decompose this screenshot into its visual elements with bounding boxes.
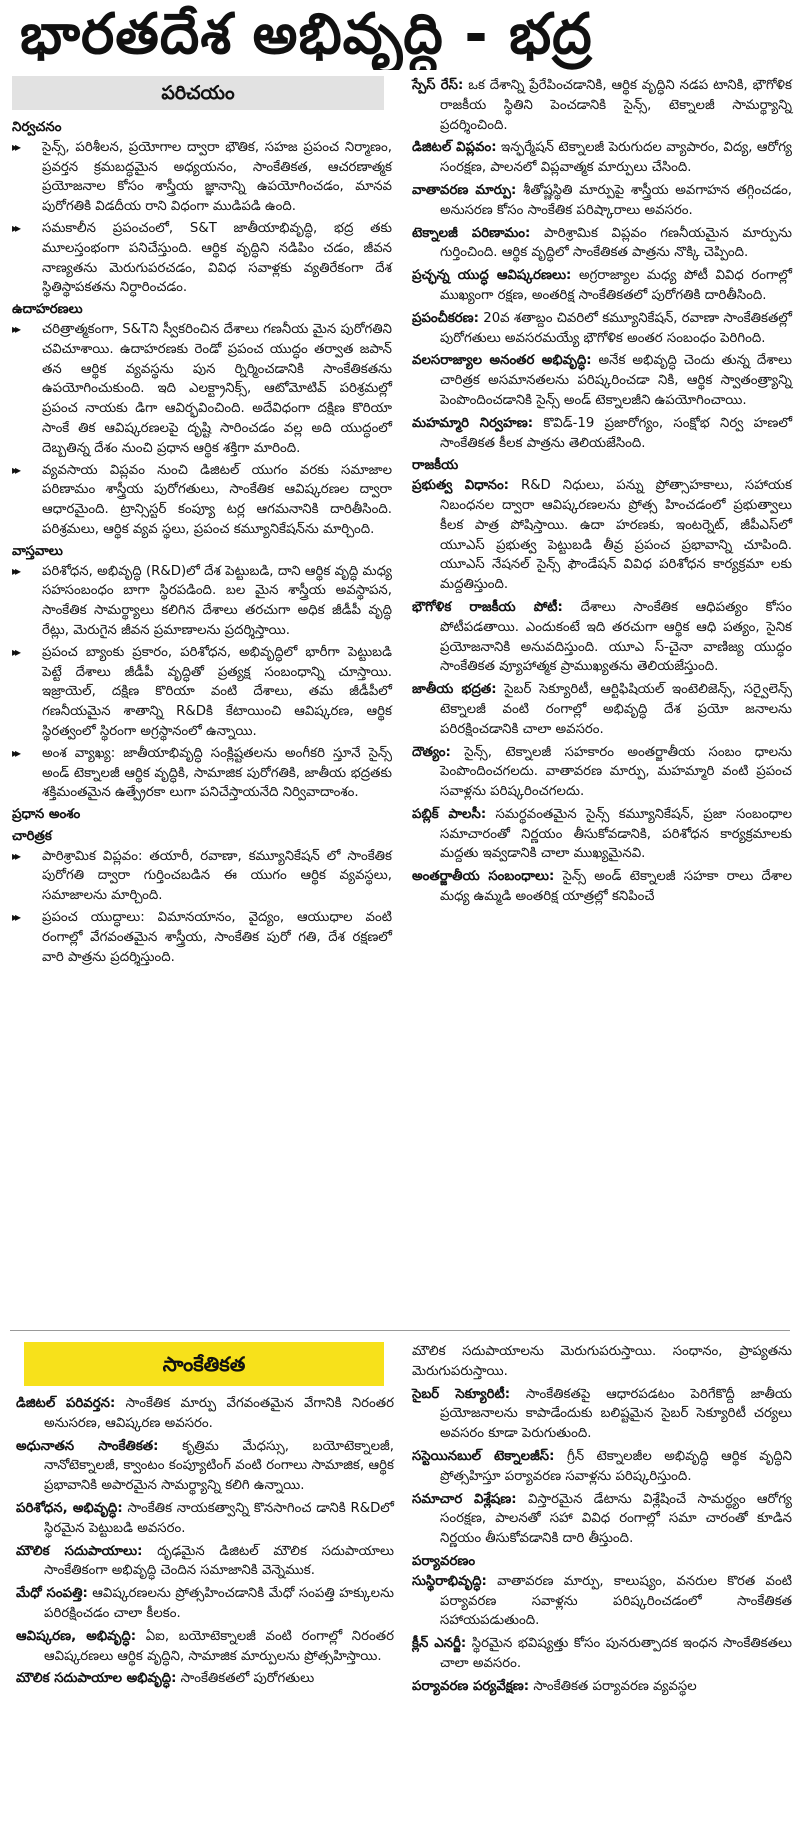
left-column	[12, 76, 392, 969]
item-term: ప్రపంచీకరణ:	[412, 310, 479, 326]
item-term: స్పేస్ రేస్:	[412, 78, 464, 93]
item-text: వాతావరణ మార్పు, కాలుష్యం, వనరుల కొరత వంటి పర్యావరణ సవాళ్లను పరిష్కరించడంలో సాంకేతికత సహాయపడుతుంది.	[440, 1573, 792, 1629]
section-divider	[10, 1330, 790, 1331]
facts-bullet: ▸▸ అంశ వ్యాఖ్య: జాతీయాభివృద్ధి సంక్లిష్టతలను అంగీకరి స్తూనే సైన్స్ అండ్ టెక్నాలజీ ఆర్థిక వృద్ధికి, సామాజిక పురోగతికి, జాతీయ భద్రతకు శక్తిమంతమైన ఉత్ప్రేరకా లుగా పనిచేస్తాయనేది నిర్వివాదాంశం.	[12, 744, 392, 803]
history-bullet: ▸▸ ప్రపంచ యుద్ధాలు: విమానయానం, వైద్యం, ఆయుధాల వంటి రంగాల్లో వేగవంతమైన శాస్త్రీయ, సాంకేతిక పురో గతి, దేశ రక్షణలో వారి పాత్రను ప్రదర్శిస్తుంది.	[12, 908, 392, 967]
tech-item	[16, 1627, 394, 1667]
tech-left-column	[16, 1342, 394, 1692]
tech-continued-text: మౌలిక సదుపాయాలను మెరుగుపరుస్తాయి. సంధానం, ప్రాప్యతను మెరుగుపరుస్తాయి.	[412, 1344, 792, 1379]
environment-item	[412, 1634, 792, 1674]
item-text: ఆవిష్కరణలను ప్రోత్సహించడానికి మేధో సంపత్తి హక్కులను పరిరక్షించడం చాలా కీలకం.	[44, 1586, 395, 1621]
item-text: సాంకేతిక నాయకత్వాన్ని కొనసాగించ డానికి R&Dలో స్థిరమైన పెట్టుబడి అవసరం.	[44, 1500, 394, 1536]
item-term: సస్టెయినబుల్ టెక్నాలజీస్:	[412, 1448, 555, 1464]
history-item	[412, 414, 792, 454]
item-term: ప్రచ్ఛన్న యుద్ధ ఆవిష్కరణలు:	[412, 268, 572, 284]
intro-title-box: పరిచయం	[12, 76, 384, 110]
item-text: ఏఐ, బయోటెక్నాలజీ వంటి రంగాల్లో నిరంతర ఆవిష్కరణలు ఆర్థిక వృద్ధిని, సామాజిక మార్పులను ప్రోత్సహిస్తాయి.	[44, 1628, 394, 1664]
item-term: జాతీయ భద్రత:	[412, 682, 497, 698]
tech-item	[412, 1490, 792, 1549]
history-item	[412, 351, 792, 410]
item-text: సైన్స్, టెక్నాలజీ సహకారం అంతర్జాతీయ సంబం ధాలను పెంపొందించగలదు. వాతావరణ మార్పు, మహమ్మారి వంటి ప్రపంచ సవాళ్లను పరిష్కరించగలదు.	[440, 744, 792, 800]
item-term: దౌత్యం:	[412, 744, 451, 760]
facts-heading: వాస్తవాలు	[12, 543, 63, 559]
item-text: అనేక అభివృద్ధి చెందు తున్న దేశాలు చారిత్రక అసమానతలను పరిష్కరించడా నికి, ఆర్థిక స్వాతంత్ర్యాన్ని పెంపొందించడానికి సైన్స్ అండ్ టెక్నాలజీని ఉపయోగించాయి.	[440, 353, 792, 408]
environment-heading: పర్యావరణం	[412, 1553, 476, 1569]
facts-bullet: ▸▸ ప్రపంచ బ్యాంకు ప్రకారం, పరిశోధన, అభివృద్ధిలో భారీగా పెట్టుబడి పెట్టే దేశాలు జీడీపీ వృద్ధితో ప్రత్యక్ష సంబంధాన్ని చూస్తాయి. ఇజ్రాయెల్, దక్షిణ కొరియా వంటి దేశాలు, తమ జీడీపీలో గణనీయమైన శాతాన్ని R&Dకి కేటాయించి ఆవిష్కరణ, ఆర్థిక స్థిరత్వంలో స్థిరంగా అగ్రస్థానంలో ఉన్నాయి.	[12, 643, 392, 742]
tech-title-box: సాంకేతికత	[24, 1342, 384, 1386]
history-item	[412, 309, 792, 349]
history-item	[412, 224, 792, 264]
item-text: పారిశ్రామిక విప్లవం గణనీయమైన మార్పును గుర్తించింది. ఆర్థిక వృద్ధిలో సాంకేతికత పాత్రను నొక్కి చెప్పింది.	[440, 225, 792, 261]
item-term: డిజిటల్ విప్లవం:	[412, 140, 497, 156]
item-text: ఒక దేశాన్ని ప్రేరేపించడానికి, ఆర్థిక వృద్ధిని నడప టానికి, భౌగోళిక రాజకీయ స్థితిని పెంచడానికి సైన్స్, టెక్నాలజీ సామర్థ్యాన్ని ప్రదర్శించింది.	[440, 78, 792, 133]
item-term: సమాచార విశ్లేషణ:	[412, 1491, 517, 1507]
item-term: వాతావరణ మార్పు:	[412, 182, 517, 198]
item-term: మౌలిక సదుపాయాలు:	[16, 1543, 143, 1559]
politics-item	[412, 476, 792, 595]
tech-item	[16, 1499, 394, 1539]
tech-item	[16, 1394, 394, 1434]
item-term: మేధో సంపత్తి:	[16, 1586, 88, 1602]
environment-item	[412, 1572, 792, 1631]
item-text: గ్రీన్ టెక్నాలజీల అభివృద్ధి ఆర్థిక వృద్ధిని ప్రోత్సహిస్తూ పర్యావరణ సవాళ్లను పరిష్కరిస్తుంది.	[440, 1448, 792, 1484]
item-term: పబ్లిక్ పాలసీ:	[412, 806, 487, 822]
item-term: వలసరాజ్యాల అనంతర అభివృద్ధి:	[412, 353, 592, 369]
item-text: సాంకేతికతపై ఆధారపడటం పెరిగేకొద్దీ జాతీయ ప్రయోజనాలను కాపాడేందుకు బలిష్టమైన సైబర్ సెక్యూరిటీ చర్యలు అవసరం కూడా పెరుగుతుంది.	[440, 1386, 792, 1442]
history-heading: చారిత్రక	[12, 828, 52, 844]
item-term: మహమ్మారి నిర్వహణ:	[412, 415, 534, 431]
item-text: సాంకేతికత పర్యావరణ వ్యవస్థల	[533, 1678, 697, 1694]
politics-item	[412, 598, 792, 677]
top-section	[0, 76, 800, 1326]
item-term: సుస్థిరాభివృద్ధి:	[412, 1573, 487, 1589]
item-term: మౌలిక సదుపాయాల అభివృద్ధి:	[16, 1671, 177, 1687]
item-text: సైన్స్ అండ్ టెక్నాలజీ సహకా రాలు దేశాల మధ్య ఉమ్మడి అంతరిక్ష యాత్రల్లో కనిపించే	[440, 869, 792, 905]
history-bullet: ▸▸ పారిశ్రామిక విప్లవం: తయారీ, రవాణా, కమ్యూనికేషన్ లో సాంకేతిక పురోగతి ద్వారా గుర్తించబడిన ఈ యుగం ఆర్థిక వ్యవస్థలు, సమాజాలను మార్చింది.	[12, 847, 392, 906]
item-term: ఆవిష్కరణ, అభివృద్ధి:	[16, 1628, 137, 1644]
item-text: సైబర్ సెక్యూరిటీ, ఆర్టిఫిషియల్ ఇంటెలిజెన్స్, సర్వైలెన్స్ టెక్నాలజీ వంటి రంగాల్లో అభివృద్ధి దేశ ప్రయో జనాలను పరిరక్షించడానికి చాలా అవసరం.	[440, 682, 792, 737]
history-item	[412, 138, 792, 178]
item-term: భౌగోళిక రాజకీయ పోటీ:	[412, 599, 563, 615]
tech-item	[412, 1385, 792, 1444]
page-headline: భారతదేశ అభివృద్ధి - భద్ర	[20, 2, 593, 67]
tech-item	[16, 1437, 394, 1496]
item-term: పర్యావరణ పర్యవేక్షణ:	[412, 1678, 530, 1694]
history-item	[412, 181, 792, 221]
item-text: సాంకేతికతలో పురోగతులు	[180, 1671, 315, 1687]
definition-heading: నిర్వచనం	[12, 120, 62, 135]
definition-bullet: ▸▸ సమకాలీన ప్రపంచంలో, S&T జాతీయాభివృద్ధి, భద్ర తకు మూలస్తంభంగా పనిచేస్తుంది. ఆర్థిక వృద్ధిని నడిపిం చడం, జీవన నాణ్యతను మెరుగుపరచడం, వివిధ సవాళ్లకు వ్యతిరేకంగా దేశ స్థితిస్థాపకతను నిర్ధారించడం.	[12, 219, 392, 298]
examples-bullet: ▸▸ చరిత్రాత్మకంగా, S&Tని స్వీకరించిన దేశాలు గణనీయ మైన పురోగతిని చవిచూశాయి. ఉదాహరణకు రెండో ప్రపంచ యుద్ధం తర్వాత జపాన్ తన ఆర్థిక వ్యవస్థను పున ర్నిర్మించడానికి సాంకేతికతను ఉపయోగించుకుంది. ఇది ఎలక్ట్రానిక్స్, ఆటోమోటివ్ పరిశ్రమల్లో ప్రపంచ నాయకు డిగా ఆవిర్భవించింది. అదేవిధంగా దక్షిణ కొరియా సాంకే తిక ఆవిష్కరణలపై దృష్టి సారించడం వల్ల అది యుద్ధంలో దెబ్బతిన్న దేశం నుంచి ప్రధాన ఆర్థిక శక్తిగా మారింది.	[12, 320, 392, 459]
item-text: విస్తారమైన డేటాను విశ్లేషించే సామర్థ్యం ఆరోగ్య సంరక్షణ, పాలనతో సహా వివిధ రంగాల్లో సమా చారంతో కూడిన నిర్ణయం తీసుకోవడానికి దారి తీస్తుంది.	[440, 1491, 793, 1547]
item-term: టెక్నాలజీ పరిణామం:	[412, 225, 531, 241]
politics-item	[412, 743, 792, 802]
item-term: సైబర్ సెక్యూరిటీ:	[412, 1386, 511, 1402]
item-text: 20వ శతాబ్దం చివరిలో కమ్యూనికేషన్, రవాణా సాంకేతికతల్లో పురోగతులు అవసరమయ్యే భౌగోళిక అంతర సంబంధం పెరిగింది.	[440, 310, 792, 346]
item-term: క్లీన్ ఎనర్జీ:	[412, 1636, 467, 1652]
item-text: శీతోష్ణస్థితి మార్పుపై శాస్త్రీయ అవగాహన తగ్గించడం, అనుసరణ కోసం సాంకేతిక పరిష్కారాలు అవసరం.	[440, 182, 793, 218]
politics-item	[412, 867, 792, 907]
item-text: దృఢమైన డిజిటల్ మౌలిక సదుపాయాలు సాంకేతికంగా అభివృద్ధి చెందిన సమాజానికి వెన్నెముక.	[44, 1543, 395, 1579]
environment-item	[412, 1677, 792, 1697]
examples-bullet: ▸▸ వ్యవసాయ విప్లవం నుంచి డిజిటల్ యుగం వరకు సమాజాల పరిణామం శాస్త్రీయ పురోగతులు, సాంకేతిక ఆవిష్కరణల ద్వారా ఆధారమైంది. ట్రాన్సిస్టర్ కంప్యూ టర్ల ఆగమనానికి దారితీసింది. పరిశ్రమలు, ఆర్థిక వ్యవ స్థలు, ప్రపంచ కమ్యూనికేషన్‌ను మార్చింది.	[12, 461, 392, 540]
item-term: అంతర్జాతీయ సంబంధాలు:	[412, 869, 555, 885]
item-term: ప్రభుత్వ విధానం:	[412, 478, 509, 494]
politics-item	[412, 805, 792, 864]
main-point-heading: ప్రధాన అంశం	[12, 807, 81, 823]
item-text: అగ్రరాజ్యాల మధ్య పోటీ వివిధ రంగాల్లో ముఖ్యంగా రక్షణ, అంతరిక్ష సాంకేతికతలో పురోగతికి దారితీసింది.	[440, 268, 792, 303]
item-text: కృత్రిమ మేధస్సు, బయోటెక్నాలజీ, నానోటెక్నాలజీ, క్వాంటం కంప్యూటింగ్ వంటి రంగాలు సామాజిక, ఆర్థిక ప్రభావానికి అపారమైన సామర్థ్యాన్ని కలిగి ఉన్నాయి.	[44, 1438, 394, 1494]
item-text: సమర్థవంతమైన సైన్స్ కమ్యూనికేషన్, ప్రజా సంబంధాల సమాచారంతో నిర్ణయం తీసుకోవడానికి, పరిశోధన కార్యక్రమాలకు మద్దతు ఇవ్వడానికి చాలా ముఖ్యమైనవి.	[440, 806, 792, 862]
tech-item	[16, 1542, 394, 1582]
item-term: అధునాతన సాంకేతికత:	[16, 1438, 159, 1454]
item-text: సాంకేతిక మార్పు వేగవంతమైన వేగానికి నిరంతర అనుసరణ, ఆవిష్కరణ అవసరం.	[44, 1396, 395, 1431]
item-text: కొవిడ్-19 ప్రజారోగ్యం, సంక్షోభ నిర్వ హణలో సాంకేతికత కీలక పాత్రను తెలియజేసింది.	[440, 415, 793, 451]
item-text: R&D నిధులు, పన్ను ప్రోత్సాహకాలు, సహాయక నిబంధనల ద్వారా ఆవిష్కరణలను ప్రోత్స హించడంలో ప్రభుత్వాలు కీలక పాత్ర పోషిస్తాయి. ఉదా హరణకు, ఇంటర్నెట్, జీపీఎస్‌లో యూఎస్ ప్రభుత్వ పెట్టుబడి తీవ్ర ప్రపంచ ప్రభావాన్ని చూపింది. యూఎస్ నేషనల్ సైన్స్ ఫౌండేషన్ వివిధ పరిశోధన కార్యక్రమా లకు మద్దతిస్తుంది.	[440, 478, 792, 593]
tech-item	[16, 1669, 394, 1689]
item-text: దేశాలు సాంకేతిక ఆధిపత్యం కోసం పోటీపడతాయి. ఎందుకంటే ఇది తరచుగా ఆర్థిక ఆధి పత్యం, సైనిక ప్రయోజనానికి అనువదిస్తుంది. యూఎ స్-చైనా వాణిజ్య యుద్ధం సాంకేతికత వ్యూహాత్మక ప్రాముఖ్యతను తెలియజేస్తుంది.	[440, 599, 792, 675]
history-item	[412, 266, 792, 306]
facts-bullet: ▸▸ పరిశోధన, అభివృద్ధి (R&D)లో దేశ పెట్టుబడి, దాని ఆర్థిక వృద్ధి మధ్య సహసంబంధం బాగా స్థిరపడింది. బల మైన శాస్త్రీయ అవస్థాపన, సాంకేతిక సామర్థ్యాలు కలిగిన దేశాలు తరచుగా అధిక జీడీపీ వృద్ధి రేట్లు, మెరుగైన జీవన ప్రమాణాలను ప్రదర్శిస్తాయి.	[12, 562, 392, 641]
politics-item	[412, 680, 792, 739]
item-term: పరిశోధన, అభివృద్ధి:	[16, 1500, 123, 1516]
tech-item	[16, 1584, 394, 1624]
item-text: స్థిరమైన భవిష్యత్తు కోసం పునరుత్పాదక ఇంధన సాంకేతికతలు చాలా అవసరం.	[440, 1636, 792, 1671]
examples-heading: ఉదాహరణలు	[12, 302, 83, 318]
politics-heading: రాజకీయ	[412, 458, 459, 474]
tech-item	[412, 1447, 792, 1487]
history-item	[412, 76, 792, 135]
item-text: ఇన్ఫర్మేషన్ టెక్నాలజీ పెరుగుదల వ్యాపారం, విద్య, ఆరోగ్య సంరక్షణ, పాలనలో విప్లవాత్మక మార్పులు చేసింది.	[440, 140, 792, 176]
tech-right-column	[412, 1342, 792, 1700]
definition-bullet: ▸▸ సైన్స్, పరిశీలన, ప్రయోగాల ద్వారా భౌతిక, సహజ ప్రపంచ నిర్మాణం, ప్రవర్తన క్రమబద్ధమైన అధ్యయనం, సాంకేతికత, ఆచరణాత్మక ప్రయోజనాల కోసం శాస్త్రీయ జ్ఞానాన్ని ఉపయోగించడం, మానవ పురోగతికి విడదీయ రాని విధంగా ముడిపడి ఉంది.	[12, 138, 392, 217]
item-term: డిజిటల్ పరివర్తన:	[16, 1396, 116, 1411]
right-column	[412, 76, 792, 910]
